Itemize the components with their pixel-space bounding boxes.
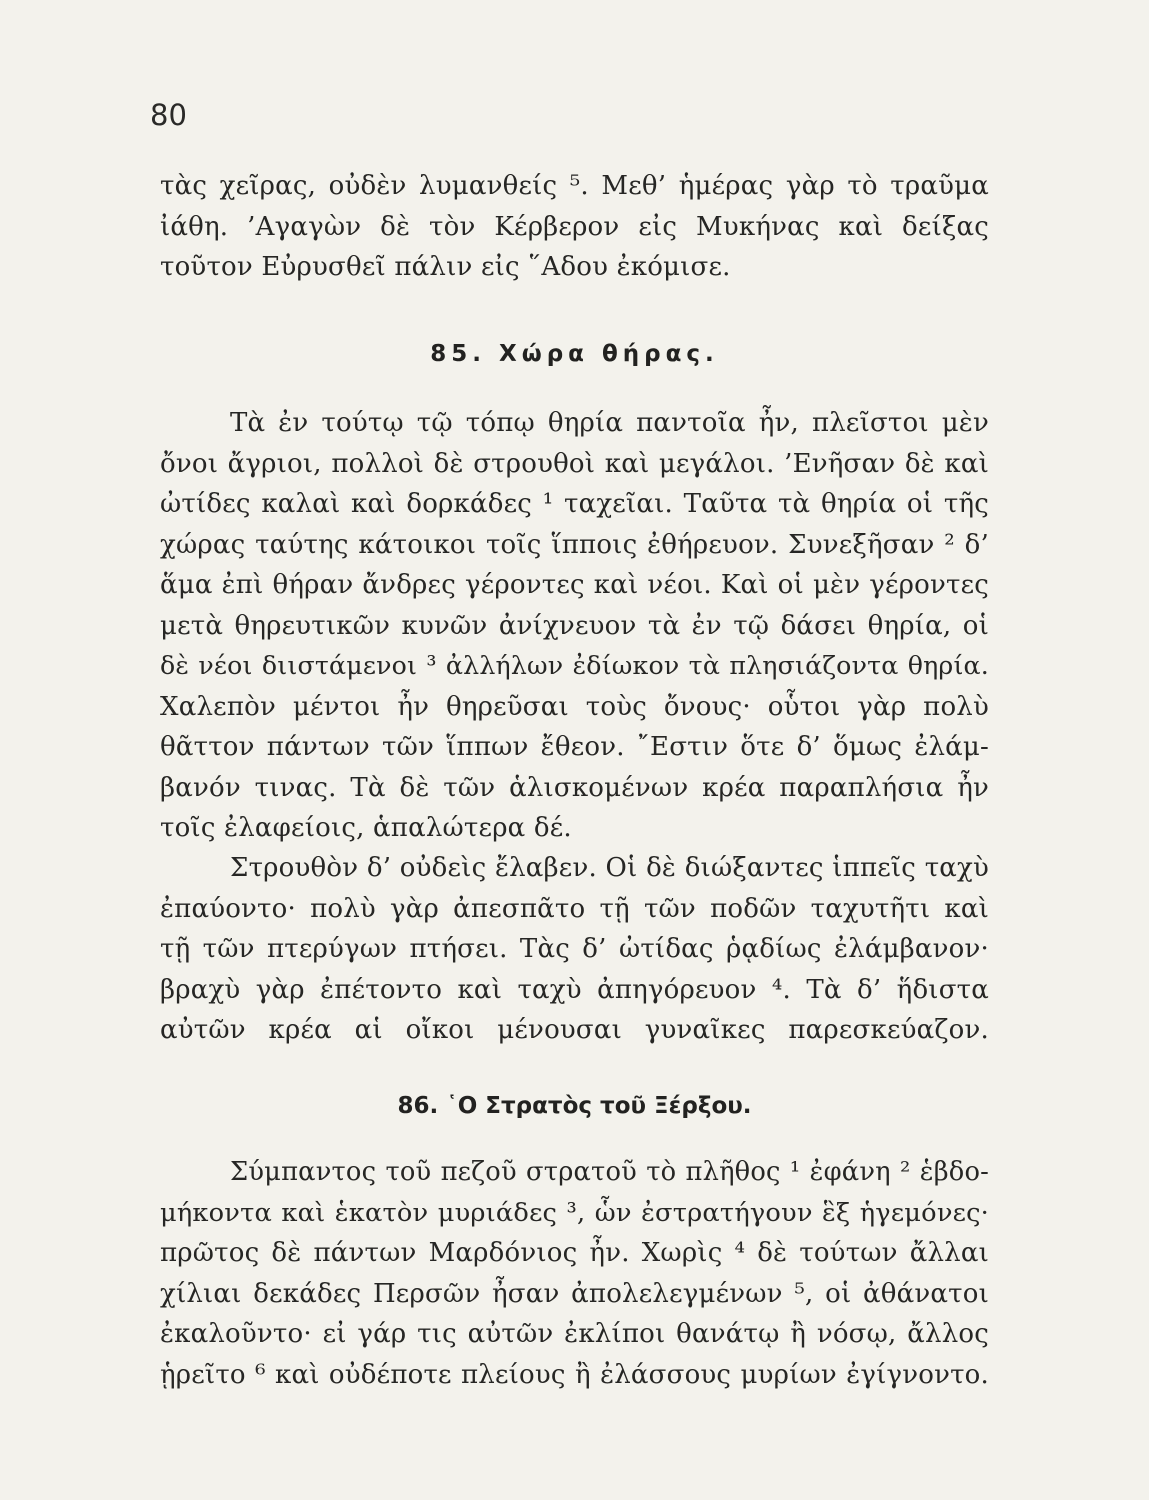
text-line: ἅμα ἐπὶ θήραν ἄνδρες γέροντες καὶ νέοι. Καὶ οἱ μὲν γέροντες <box>160 570 989 600</box>
text-line: ὄνοι ἄγριοι, πολλοὶ δὲ στρουθοὶ καὶ μεγάλοι. ’Ενῆσαν δὲ καὶ <box>160 448 989 479</box>
section-85-paragraph-2 <box>160 848 989 1051</box>
text-line: ἰάθη. ’Αγαγὼν δὲ τὸν Κέρβερον εἰς Μυκήνας καὶ δείξας <box>160 211 989 242</box>
section-85-heading: 85. Χώρα θήρας. <box>430 341 719 367</box>
section-86-heading: 86. ῾Ο Στρατὸς τοῦ Ξέρξου. <box>397 1093 752 1119</box>
text-line: χώρας ταύτης κάτοικοι τοῖς ἵπποις ἐθήρευον. Συνεξῆσαν ² δ’ <box>160 529 989 560</box>
text-line: Τὰ ἐν τούτῳ τῷ τόπῳ θηρία παντοῖα ἦν, πλεῖστοι μὲν <box>230 408 989 438</box>
text-line: τὰς χεῖρας, οὐδὲν λυμανθείς ⁵. Μεθ’ ἡμέρας γὰρ τὸ τραῦμα <box>160 171 989 201</box>
text-line: ἐπαύοντο· πολὺ γὰρ ἀπεσπᾶτο τῇ τῶν ποδῶν ταχυτῆτι καὶ <box>160 893 989 924</box>
text-line: ὠτίδες καλαὶ καὶ δορκάδες ¹ ταχεῖαι. Ταῦτα τὰ θηρία οἱ τῆς <box>160 489 989 519</box>
text-line: βραχὺ γὰρ ἐπέτοντο καὶ ταχὺ ἀπηγόρευον ⁴. Τὰ δ’ ἥδιστα <box>160 974 989 1005</box>
section-86-paragraph-1 <box>160 1152 989 1395</box>
text-line: τοῦτον Εὐρυσθεῖ πάλιν εἰς ῞Αδου ἐκόμισε. <box>160 252 731 282</box>
text-line: βανόν τινας. Τὰ δὲ τῶν ἁλισκομένων κρέα παραπλήσια ἦν <box>160 772 989 803</box>
continuation-paragraph <box>160 166 989 288</box>
text-line: μετὰ θηρευτικῶν κυνῶν ἀνίχνευον τὰ ἐν τῷ δάσει θηρία, οἱ <box>160 610 989 641</box>
text-line: ᾑρεῖτο ⁶ καὶ οὐδέποτε πλείους ἢ ἐλάσσους μυρίων ἐγίγνοντο. <box>160 1359 989 1390</box>
text-line: ἐκαλοῦντο· εἰ γάρ τις αὐτῶν ἐκλίποι θανάτῳ ἢ νόσῳ, ἄλλος <box>160 1319 989 1349</box>
text-line: Στρουθὸν δ’ οὐδεὶς ἔλαβεν. Οἱ δὲ διώξαντες ἱππεῖς ταχὺ <box>230 853 989 883</box>
text-line: χίλιαι δεκάδες Περσῶν ἦσαν ἀπολελεγμένων ⁵, οἱ ἀθάνατοι <box>160 1278 989 1309</box>
text-line: Χαλεπὸν μέντοι ἦν θηρεῦσαι τοὺς ὄνους· οὗτοι γὰρ πολὺ <box>160 691 989 722</box>
text-line: αὐτῶν κρέα αἱ οἴκοι μένουσαι γυναῖκες παρεσκεύαζον. <box>160 1015 989 1045</box>
text-line: τῇ τῶν πτερύγων πτήσει. Τὰς δ’ ὠτίδας ῥᾳδίως ἐλάμβανον· <box>160 934 989 964</box>
text-line: Σύμπαντος τοῦ πεζοῦ στρατοῦ τὸ πλῆθος ¹ ἐφάνη ² ἑβδο- <box>230 1157 989 1187</box>
text-line: δὲ νέοι διιστάμενοι ³ ἀλλήλων ἐδίωκον τὰ πλησιάζοντα θηρία. <box>160 651 989 680</box>
text-line: μήκοντα καὶ ἑκατὸν μυριάδες ³, ὧν ἐστρατήγουν ἓξ ἡγεμόνες· <box>160 1197 989 1228</box>
page-number: 80 <box>150 98 187 132</box>
text-line: θᾶττον πάντων τῶν ἵππων ἔθεον. ῎Εστιν ὅτε δ’ ὅμως ἐλάμ- <box>160 732 989 762</box>
text-line: τοῖς ἐλαφείοις, ἁπαλώτερα δέ. <box>160 813 572 843</box>
text-line: πρῶτος δὲ πάντων Μαρδόνιος ἦν. Χωρὶς ⁴ δὲ τούτων ἄλλαι <box>160 1238 989 1268</box>
section-85-paragraph-1 <box>160 403 989 849</box>
